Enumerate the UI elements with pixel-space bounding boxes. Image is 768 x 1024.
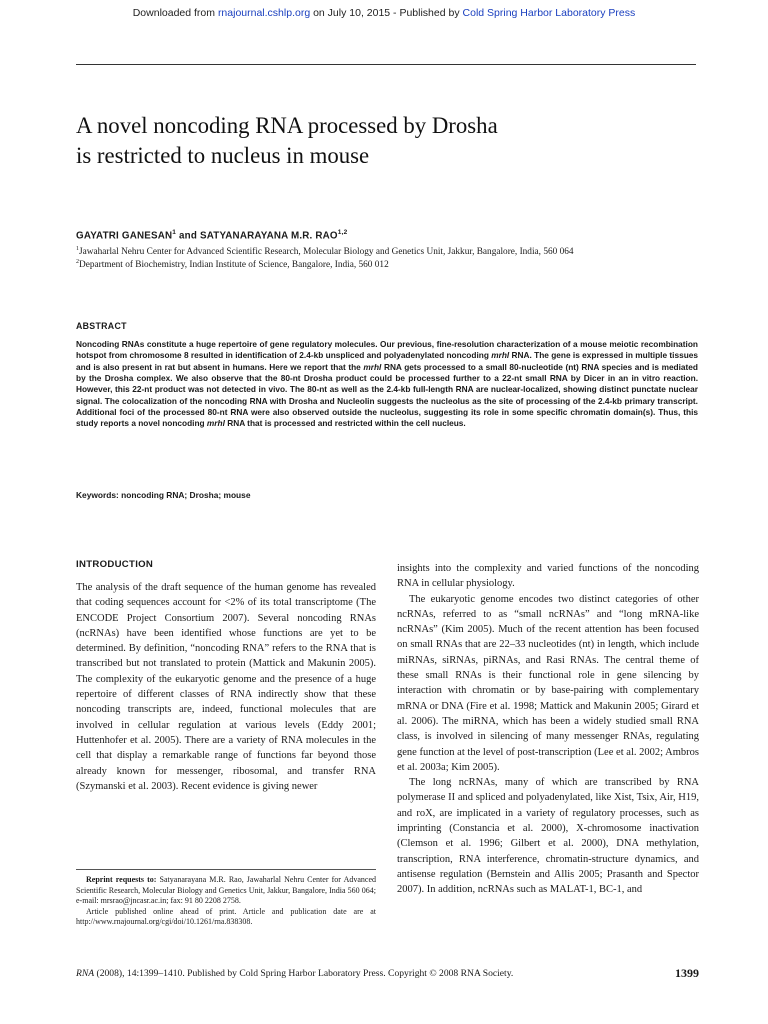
banner-middle: on July 10, 2015 - Published by (310, 7, 463, 19)
affiliation-1 (76, 246, 574, 257)
author-separator: and (176, 230, 200, 242)
intro-paragraph-2: The eukaryotic genome encodes two distinct categories of other ncRNAs, referred to as “small ncRNAs” and “long mRNA-like ncRNAs” (Kim 2005). Much of the recent attention has been focused on small RNAs that are 22–33 nucleotides (nt) in length, which include miRNAs, siRNAs, piRNAs, and Rasi RNAs. The central theme of these small RNAs is their functional role in gene silencing by interaction with chromatin or by base-pairing with complementary mRNA or DNA (Fire et al. 1998; Mattick and Makunin 2005; Girard et al. 2006). The miRNA, which has been a widely studied small RNA class, is involved in silencing of many messenger RNAs, regulating gene function at the level of post-transcription (Lee et al. 2002; Ambros et al. 2003a; Kim 2005). (397, 593, 699, 773)
affiliation-1-mark: 1 (76, 246, 79, 252)
affiliation-1-text: Jawaharlal Nehru Center for Advanced Scientific Research, Molecular Biology and Genetics Unit, Jakkur, Bangalore, India, 560 064 (79, 247, 574, 258)
footnote-reprint-text: Satyanarayana M.R. Rao, Jawaharlal Nehru Center for Advanced Scientific Research, Molecular Biology and Genetics Unit, Jakkur, Bangalore, India 560 064; e-mail: mrsrao@jncasr.ac.in; fax: 91 80 2208 2758. (76, 875, 376, 906)
gene-name-italic: mrhl (363, 361, 382, 372)
footnote-publication: Article published online ahead of print. Article and publication date are at http://www.rnajournal.org/cgi/doi/10.1261/rna.838308. (76, 906, 376, 927)
title-line-1: A novel noncoding RNA processed by Drosha (76, 113, 498, 138)
publisher-link[interactable]: Cold Spring Harbor Laboratory Press (462, 7, 636, 19)
header-rule (76, 64, 696, 65)
abstract-segment: Noncoding RNAs constitute a huge repertoire of gene regulatory molecules. Our previous, fine-resolution characterization of a mouse meiotic recombination hotspot from chromosome 8 resulted in identification of 2.4-kb unspliced and polyadenylated noncoding (76, 339, 698, 361)
keywords: Keywords: noncoding RNA; Drosha; mouse (76, 490, 251, 500)
body-column-left (76, 558, 376, 794)
title-line-2: is restricted to nucleus in mouse (76, 143, 370, 168)
intro-paragraph-1: The analysis of the draft sequence of the human genome has revealed that coding sequences account for <2% of its total transcriptome (The ENCODE Project Consortium 2007). Several noncoding RNAs (ncRNAs) have been identified whose functions are yet to be determined. By definition, “noncoding RNA” refers to the RNA that is transcribed but not translated to protein (Mattick and Makunin 2005). The complexity of the eukaryotic genome and the presence of a huge repertoire of different classes of RNA indirectly show that these noncoding transcripts are, indeed, functional molecules that are involved in cellular regulation at various levels (Eddy 2001; Huttenhofer et al. 2005). There are a variety of RNA molecules in the cell that display a remarkable range of functions far beyond those already known for messenger, ribosomal, and transfer RNA (Szymanski et al. 2003). Recent evidence is giving newer (76, 582, 376, 792)
intro-paragraph-3: The long ncRNAs, many of which are transcribed by RNA polymerase II and spliced and polyadenylated, like Xist, Tsix, Air, H19, and roX, are implicated in a variety of regulatory processes, such as imprinting (Constancia et al. 2000), X-chromosome inactivation (Clemson et al. 1996; Gilbert et al. 2000), DNA methylation, transcription, RNA interference, chromatin-structure dynamics, and antisense regulation (Bernstein and Allis 2005; Prasanth and Spector 2007). In addition, ncRNAs such as MALAT-1, BC-1, and (397, 777, 699, 896)
affiliation-2-text: Department of Biochemistry, Indian Institute of Science, Bangalore, India, 560 012 (79, 260, 389, 271)
abstract-segment: RNA. The gene is expressed in multiple tissues and is also present in rat but absent in humans. Here we report that the (76, 350, 698, 372)
download-banner (0, 7, 768, 19)
reprint-footnote (76, 875, 376, 928)
affiliation-2 (76, 259, 389, 270)
banner-prefix: Downloaded from (132, 7, 218, 19)
footnote-rule (76, 869, 376, 870)
journal-site-link[interactable]: rnajournal.cshlp.org (217, 7, 311, 19)
abstract-text (76, 339, 698, 430)
abstract-segment: RNA that is processed and restricted within the cell nucleus. (224, 418, 466, 429)
author-2-affil-mark: 1,2 (337, 229, 348, 236)
footnote-reprint (76, 875, 376, 907)
gene-name-italic: mrhl (206, 418, 225, 429)
body-column-right (397, 561, 699, 898)
introduction-heading: INTRODUCTION (76, 559, 154, 570)
abstract-segment: RNA gets processed to a small 80-nucleotide (nt) RNA species and is mediated by the Drosha complex. We also observe that the 80-nt Drosha product could be processed further to a 22-nt small RNA by Dicer in an in vitro reaction. However, this 22-nt product was not detected in vivo. The 80-nt as well as the 2.4-kb full-length RNA are nuclear-localized, showing distinct punctate nuclear signal. The colocalization of the noncoding RNA with Drosha and Nucleolin suggests the nucleolus as the site of processing of the 2.4-kb primary transcript. Additional foci of the processed 80-nt RNA were also observed outside the nucleolus, suggesting its role in some specific chromatin domain(s). Thus, this study reports a novel noncoding (76, 361, 698, 429)
abstract-heading: ABSTRACT (76, 321, 127, 331)
author-1-name: GAYATRI GANESAN (76, 230, 173, 242)
citation-text: (2008), 14:1399–1410. Published by Cold Spring Harbor Laboratory Press. Copyright © 2008 RNA Society. (94, 968, 514, 979)
author-1-affil-mark: 1 (172, 229, 177, 236)
journal-name: RNA (76, 968, 95, 979)
author-2-name: SATYANARAYANA M.R. RAO (199, 230, 338, 242)
journal-citation (76, 968, 513, 979)
affiliation-2-mark: 2 (76, 259, 79, 265)
author-list (76, 229, 347, 241)
gene-name-italic: mrhl (491, 350, 510, 361)
intro-paragraph-continued: insights into the complexity and varied functions of the noncoding RNA in cellular physiology. (397, 563, 699, 590)
page-number: 1399 (675, 966, 699, 980)
article-title (76, 111, 696, 171)
footnote-label: Reprint requests to: (86, 875, 157, 884)
